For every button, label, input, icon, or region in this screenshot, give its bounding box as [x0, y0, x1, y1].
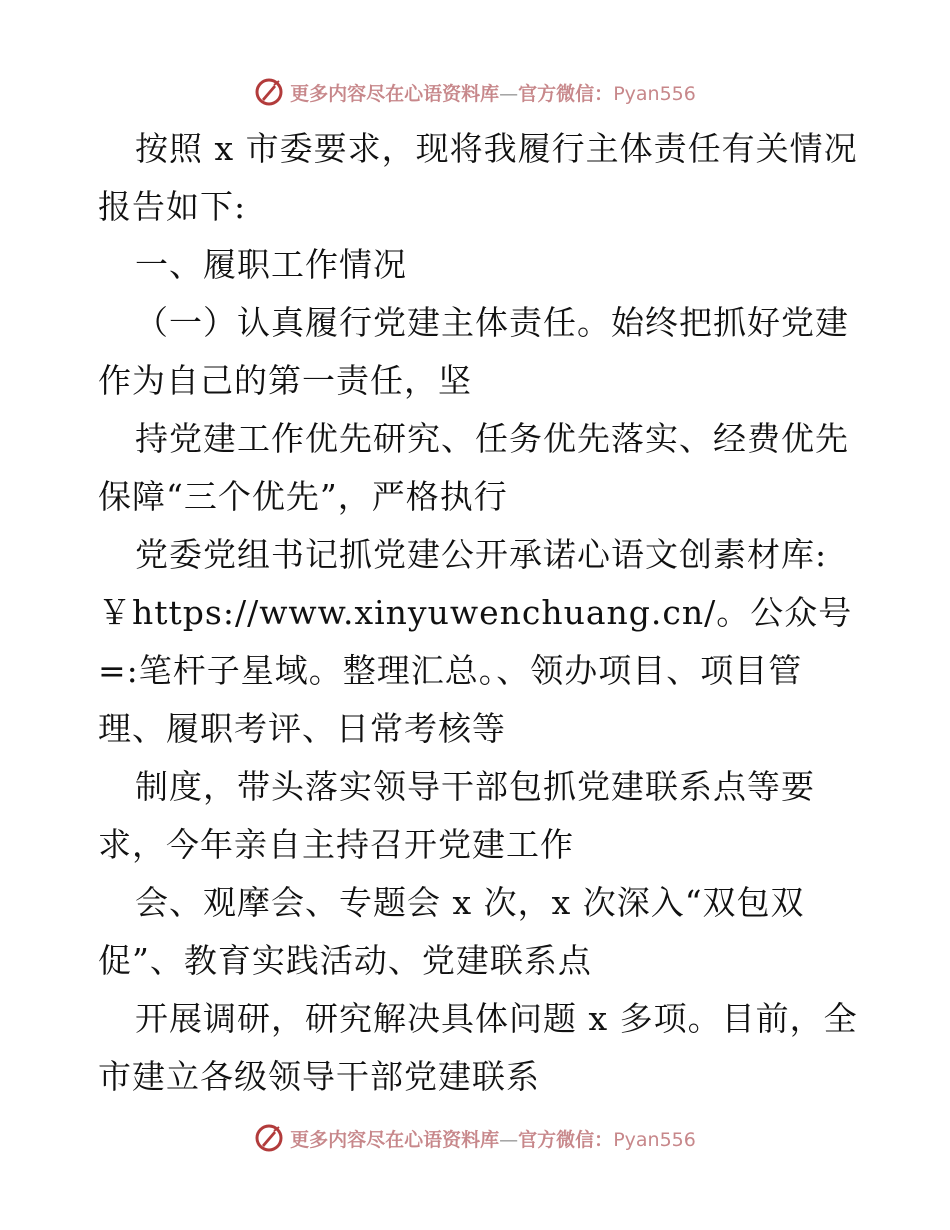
- paragraph: 持党建工作优先研究、任务优先落实、经费优先保障“三个优先”，严格执行: [98, 419, 849, 516]
- paragraph: 制度，带头落实领导干部包抓党建联系点等要求，今年亲自主持召开党建工作: [98, 767, 815, 864]
- feather-pen-seal-icon: [254, 77, 284, 107]
- watermark-footer: [0, 1118, 950, 1158]
- section-heading: 一、履职工作情况: [135, 245, 407, 284]
- paragraph: 按照 x 市委要求，现将我履行主体责任有关情况报告如下:: [98, 129, 858, 226]
- watermark-text: 更多内容尽在心语资料库—官方微信：Pyan556: [290, 82, 696, 105]
- paragraph: 党委党组书记抓党建公开承诺心语文创素材库:￥https://www.xinyuwenchuang.cn/。公众号=:笔杆子星域。整理汇总。、领办项目、项目管理、履职考评、日常考核等: [98, 535, 853, 748]
- paragraph: 会、观摩会、专题会 x 次，x 次深入“双包双促”、教育实践活动、党建联系点: [98, 883, 805, 980]
- watermark-header: [0, 72, 950, 112]
- watermark-text: 更多内容尽在心语资料库—官方微信：Pyan556: [290, 1128, 696, 1151]
- paragraph: （一）认真履行党建主体责任。始终把抓好党建作为自己的第一责任，坚: [98, 303, 849, 400]
- paragraph: 开展调研，研究解决具体问题 x 多项。目前，全市建立各级领导干部党建联系: [98, 999, 858, 1096]
- document-body: [98, 120, 858, 1106]
- feather-pen-seal-icon: [254, 1123, 284, 1153]
